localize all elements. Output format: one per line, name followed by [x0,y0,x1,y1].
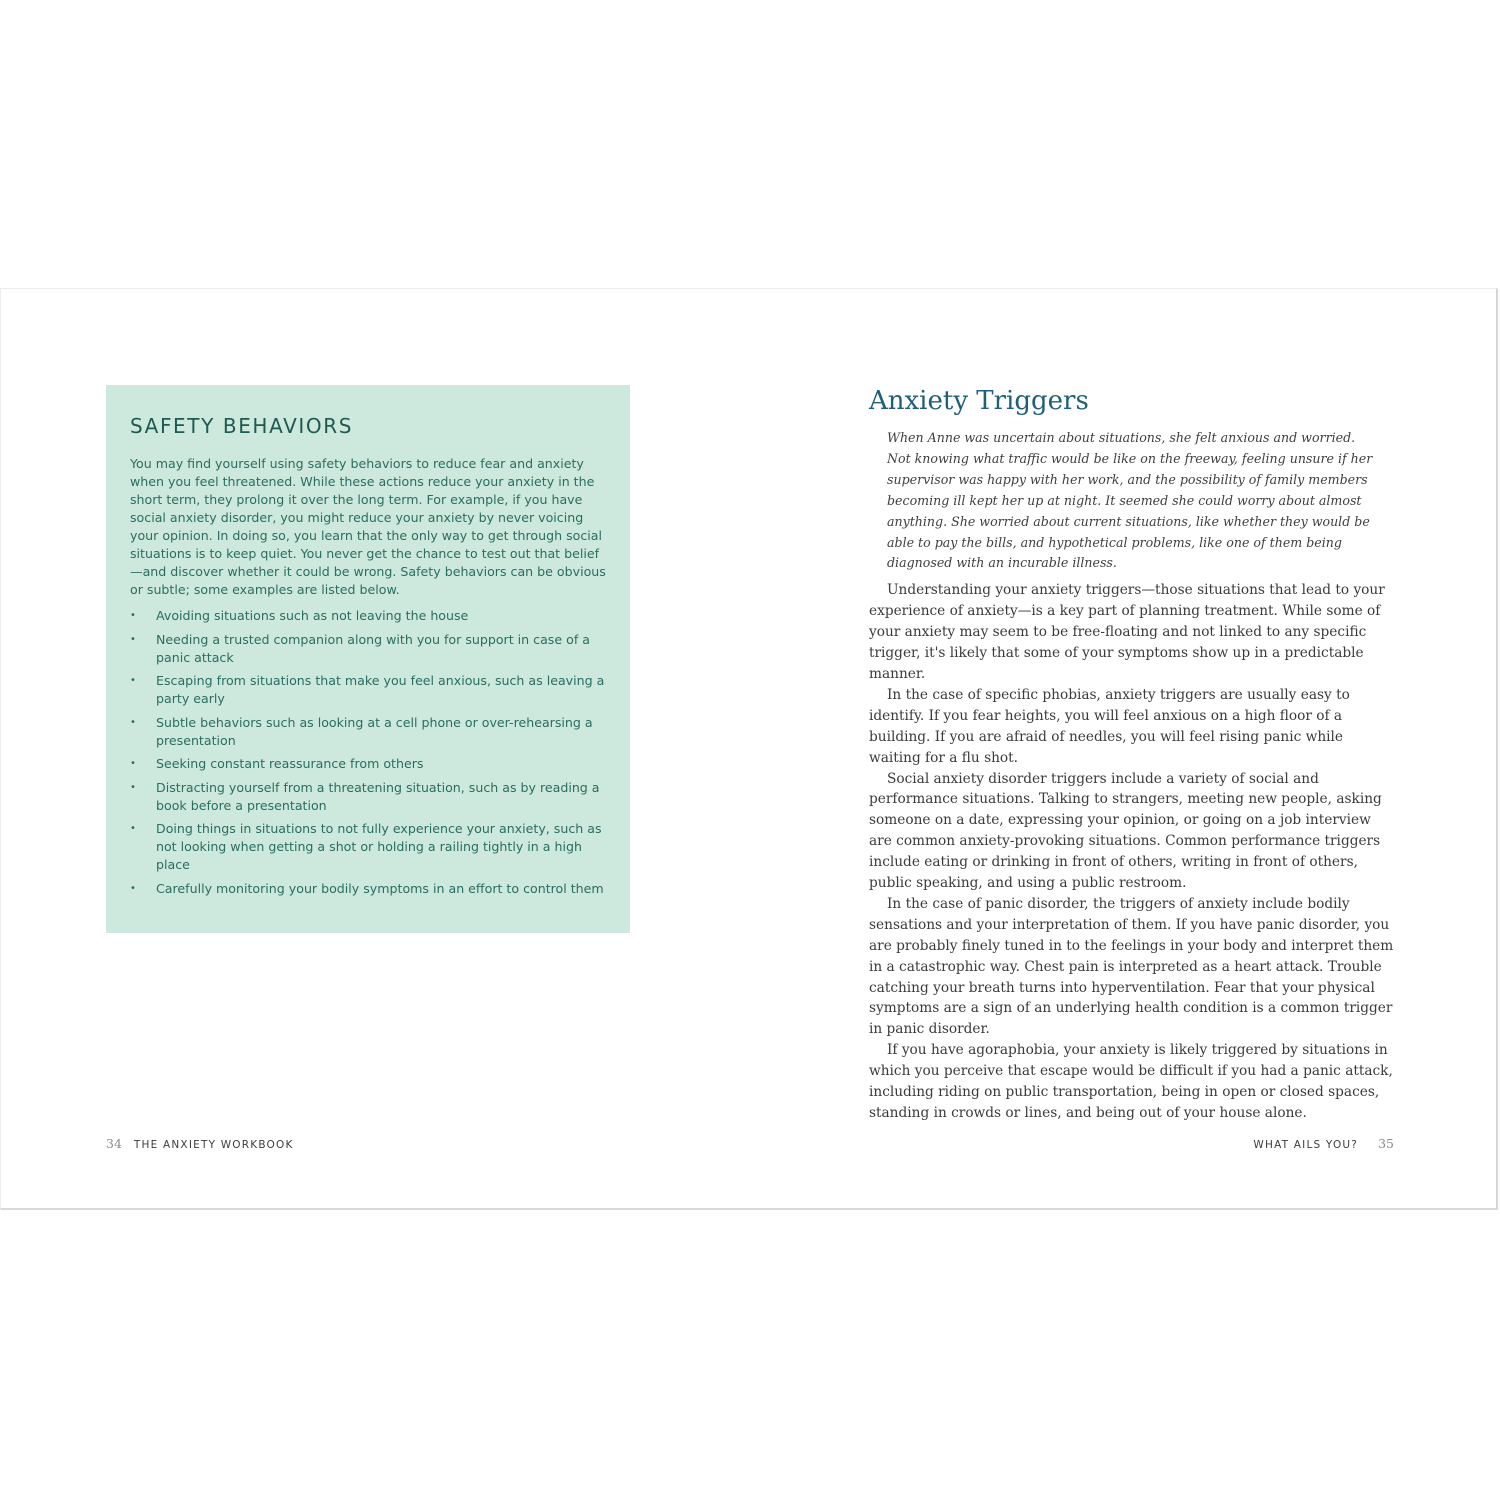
list-item [130,714,608,750]
right-running-head: WHAT AILS YOU? [1253,1139,1359,1151]
section-heading: Anxiety Triggers [869,386,1089,416]
bullet-icon: • [130,882,136,894]
list-item [130,779,608,815]
bullet-icon: • [130,758,136,769]
bullet-icon: • [130,610,136,621]
list-item-text: Needing a trusted companion along with you for support in case of a panic attack [156,631,590,665]
list-item-text: Subtle behaviors such as looking at a cell phone or over-rehearsing a presentation [156,714,593,748]
bullet-icon: • [130,781,136,793]
main-text-column [869,384,1394,1124]
list-item [130,755,608,773]
list-item-text: Escaping from situations that make you feel anxious, such as leaving a party early [156,673,605,706]
body-paragraph: In the case of specific phobias, anxiety triggers are usually easy to identify. If you fear heights, you will feel anxious on a high floor of a building. If you are afraid of needles, you will feel rising panic while waiting for a flu shot. [869,686,1350,766]
right-page-number: 35 [1378,1136,1394,1151]
list-item-text: Carefully monitoring your bodily symptoms in an effort to control them [156,880,604,896]
list-item [130,607,608,625]
bullet-icon: • [130,823,136,834]
body-paragraph: Understanding your anxiety triggers—those situations that lead to your experience of anxiety—is a key part of planning treatment. While some of your anxiety may seem to be free-floating and not linked to any specific trigger, it's likely that some of your symptoms show up in a predictable manner. [869,582,1385,682]
list-item [130,631,608,667]
bullet-icon: • [130,633,136,645]
safety-behaviors-sidebar [106,385,630,933]
left-page-footer [106,1136,294,1152]
left-page-number: 34 [106,1136,122,1151]
bullet-icon: • [130,675,136,686]
right-page-footer [1253,1136,1394,1152]
body-paragraph: If you have agoraphobia, your anxiety is likely triggered by situations in which you perceive that escape would be difficult if you had a panic attack, including riding on public transportation, being in open or closed spaces, standing in crowds or lines, and being out of your house alone. [869,1042,1393,1121]
sidebar-title: SAFETY BEHAVIORS [130,414,353,438]
left-running-head: THE ANXIETY WORKBOOK [133,1139,294,1151]
list-item-text: Distracting yourself from a threatening situation, such as by reading a book before a presentation [156,779,600,813]
safety-behaviors-list [130,607,608,898]
body-paragraph: Social anxiety disorder triggers include a variety of social and performance situations. Talking to strangers, meeting new people, asking someone on a date, expressing your opinion, or going on a job interview are common anxiety-provoking situations. Common performance triggers include eating or drinking in front of others, writing in front of others, public speaking, and using a public restroom. [869,770,1382,892]
list-item [130,820,608,874]
list-item-text: Seeking constant reassurance from others [156,756,424,771]
list-item [130,880,608,898]
case-example-quote: When Anne was uncertain about situations, she felt anxious and worried. Not knowing what traffic would be like on the freeway, feeling unsure if her supervisor was happy with her work, and the possibility of family members becoming ill kept her up at night. It seemed she could worry about almost anything. She worried about current situations, like whether they would be able to pay the bills, and hypothetical problems, like one of them being diagnosed with an incurable illness. [887,430,1373,571]
list-item [130,672,608,708]
sidebar-intro-text: You may find yourself using safety behaviors to reduce fear and anxiety when you feel threatened. While these actions reduce your anxiety in the short term, they prolong it over the long term. For example, if you have social anxiety disorder, you might reduce your anxiety by never voicing your opinion. In doing so, you learn that the only way to get through social situations is to keep quiet. You never get the chance to test out that belief—and discover whether it could be wrong. Safety behaviors can be obvious or subtle; some examples are listed below. [130,456,606,597]
list-item-text: Avoiding situations such as not leaving the house [156,608,469,623]
list-item-text: Doing things in situations to not fully experience your anxiety, such as not looking when getting a shot or holding a railing tightly in a high place [156,821,602,872]
bullet-icon: • [130,716,136,728]
body-paragraph: In the case of panic disorder, the triggers of anxiety include bodily sensations and your interpretation of them. If you have panic disorder, you are probably finely tuned in to the feelings in your body and interpret them in a catastrophic way. Chest pain is interpreted as a heart attack. Trouble catching your breath turns into hyperventilation. Fear that your physical symptoms are a sign of an underlying health condition is a common trigger in panic disorder. [869,895,1394,1038]
